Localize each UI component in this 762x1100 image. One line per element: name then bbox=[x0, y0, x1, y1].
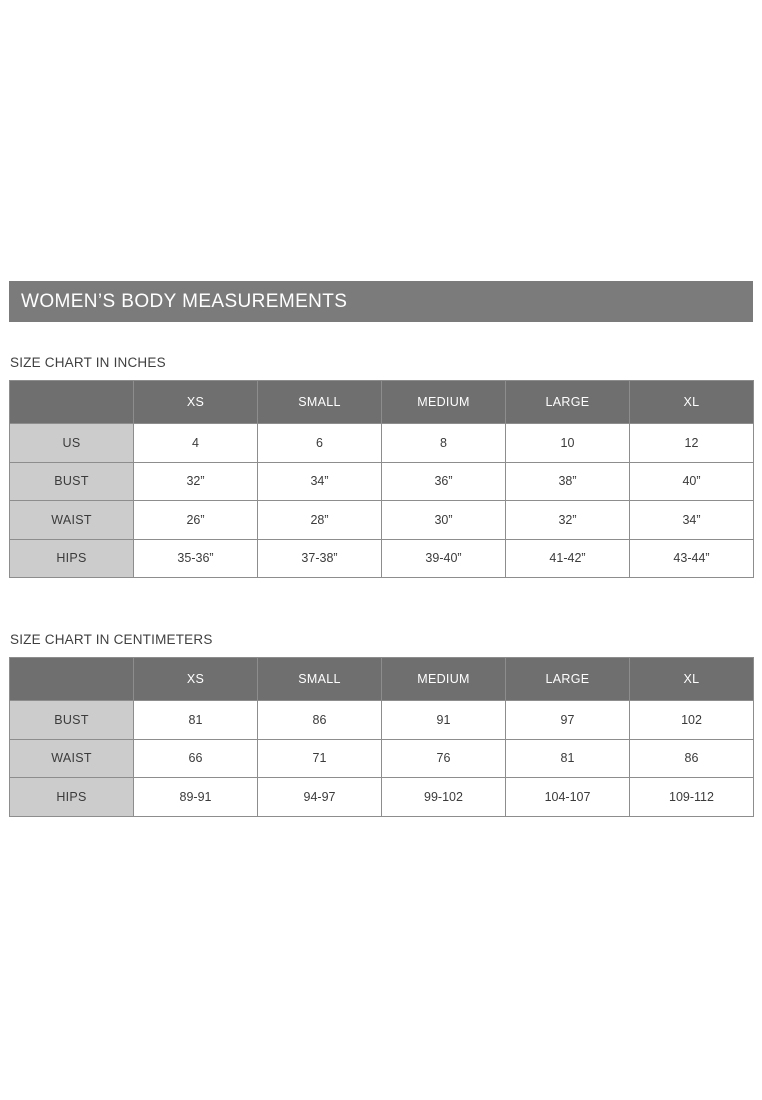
table-row bbox=[10, 501, 754, 540]
column-header-xs: XS bbox=[134, 381, 258, 424]
inches-size-table bbox=[9, 380, 754, 578]
column-header-medium: MEDIUM bbox=[382, 658, 506, 701]
row-header-hips: HIPS bbox=[10, 778, 134, 817]
cell-hips-xl: 43-44” bbox=[630, 539, 754, 578]
column-header-medium: MEDIUM bbox=[382, 381, 506, 424]
cell-bust-small: 34” bbox=[258, 462, 382, 501]
column-header-xl: XL bbox=[630, 658, 754, 701]
cell-bust-large: 97 bbox=[506, 701, 630, 740]
cm-section-label: SIZE CHART IN CENTIMETERS bbox=[10, 632, 213, 647]
cell-waist-xl: 34” bbox=[630, 501, 754, 540]
column-header-xl: XL bbox=[630, 381, 754, 424]
column-header-small: SMALL bbox=[258, 658, 382, 701]
cell-hips-xs: 89-91 bbox=[134, 778, 258, 817]
cell-hips-large: 104-107 bbox=[506, 778, 630, 817]
table-header-row bbox=[10, 381, 754, 424]
cell-waist-medium: 76 bbox=[382, 739, 506, 778]
page-title: WOMEN’S BODY MEASUREMENTS bbox=[21, 290, 348, 312]
cell-waist-xs: 66 bbox=[134, 739, 258, 778]
cell-hips-large: 41-42” bbox=[506, 539, 630, 578]
table-row bbox=[10, 424, 754, 463]
cell-us-xl: 12 bbox=[630, 424, 754, 463]
cell-waist-xl: 86 bbox=[630, 739, 754, 778]
row-header-waist: WAIST bbox=[10, 739, 134, 778]
page-banner bbox=[9, 281, 753, 322]
cell-hips-small: 37-38” bbox=[258, 539, 382, 578]
cell-us-small: 6 bbox=[258, 424, 382, 463]
cell-waist-medium: 30” bbox=[382, 501, 506, 540]
table-row bbox=[10, 701, 754, 740]
cell-waist-large: 32” bbox=[506, 501, 630, 540]
column-header-large: LARGE bbox=[506, 381, 630, 424]
row-header-hips: HIPS bbox=[10, 539, 134, 578]
cell-hips-medium: 39-40” bbox=[382, 539, 506, 578]
centimeters-size-table bbox=[9, 657, 754, 817]
cell-waist-small: 28” bbox=[258, 501, 382, 540]
table-row bbox=[10, 778, 754, 817]
table-row bbox=[10, 539, 754, 578]
table-row bbox=[10, 739, 754, 778]
cell-waist-large: 81 bbox=[506, 739, 630, 778]
cell-us-large: 10 bbox=[506, 424, 630, 463]
cell-bust-medium: 91 bbox=[382, 701, 506, 740]
cell-us-xs: 4 bbox=[134, 424, 258, 463]
row-header-bust: BUST bbox=[10, 701, 134, 740]
cell-hips-medium: 99-102 bbox=[382, 778, 506, 817]
cell-bust-xs: 81 bbox=[134, 701, 258, 740]
cell-us-medium: 8 bbox=[382, 424, 506, 463]
cell-hips-xs: 35-36” bbox=[134, 539, 258, 578]
cell-bust-xl: 40” bbox=[630, 462, 754, 501]
cell-waist-xs: 26” bbox=[134, 501, 258, 540]
table-corner-cell bbox=[10, 658, 134, 701]
cell-bust-xl: 102 bbox=[630, 701, 754, 740]
cell-bust-xs: 32” bbox=[134, 462, 258, 501]
table-corner-cell bbox=[10, 381, 134, 424]
row-header-us: US bbox=[10, 424, 134, 463]
inches-section-label: SIZE CHART IN INCHES bbox=[10, 355, 166, 370]
column-header-xs: XS bbox=[134, 658, 258, 701]
row-header-bust: BUST bbox=[10, 462, 134, 501]
table-row bbox=[10, 462, 754, 501]
cell-bust-small: 86 bbox=[258, 701, 382, 740]
cell-hips-xl: 109-112 bbox=[630, 778, 754, 817]
table-header-row bbox=[10, 658, 754, 701]
column-header-large: LARGE bbox=[506, 658, 630, 701]
cell-hips-small: 94-97 bbox=[258, 778, 382, 817]
cell-bust-medium: 36” bbox=[382, 462, 506, 501]
row-header-waist: WAIST bbox=[10, 501, 134, 540]
column-header-small: SMALL bbox=[258, 381, 382, 424]
cell-bust-large: 38” bbox=[506, 462, 630, 501]
cell-waist-small: 71 bbox=[258, 739, 382, 778]
